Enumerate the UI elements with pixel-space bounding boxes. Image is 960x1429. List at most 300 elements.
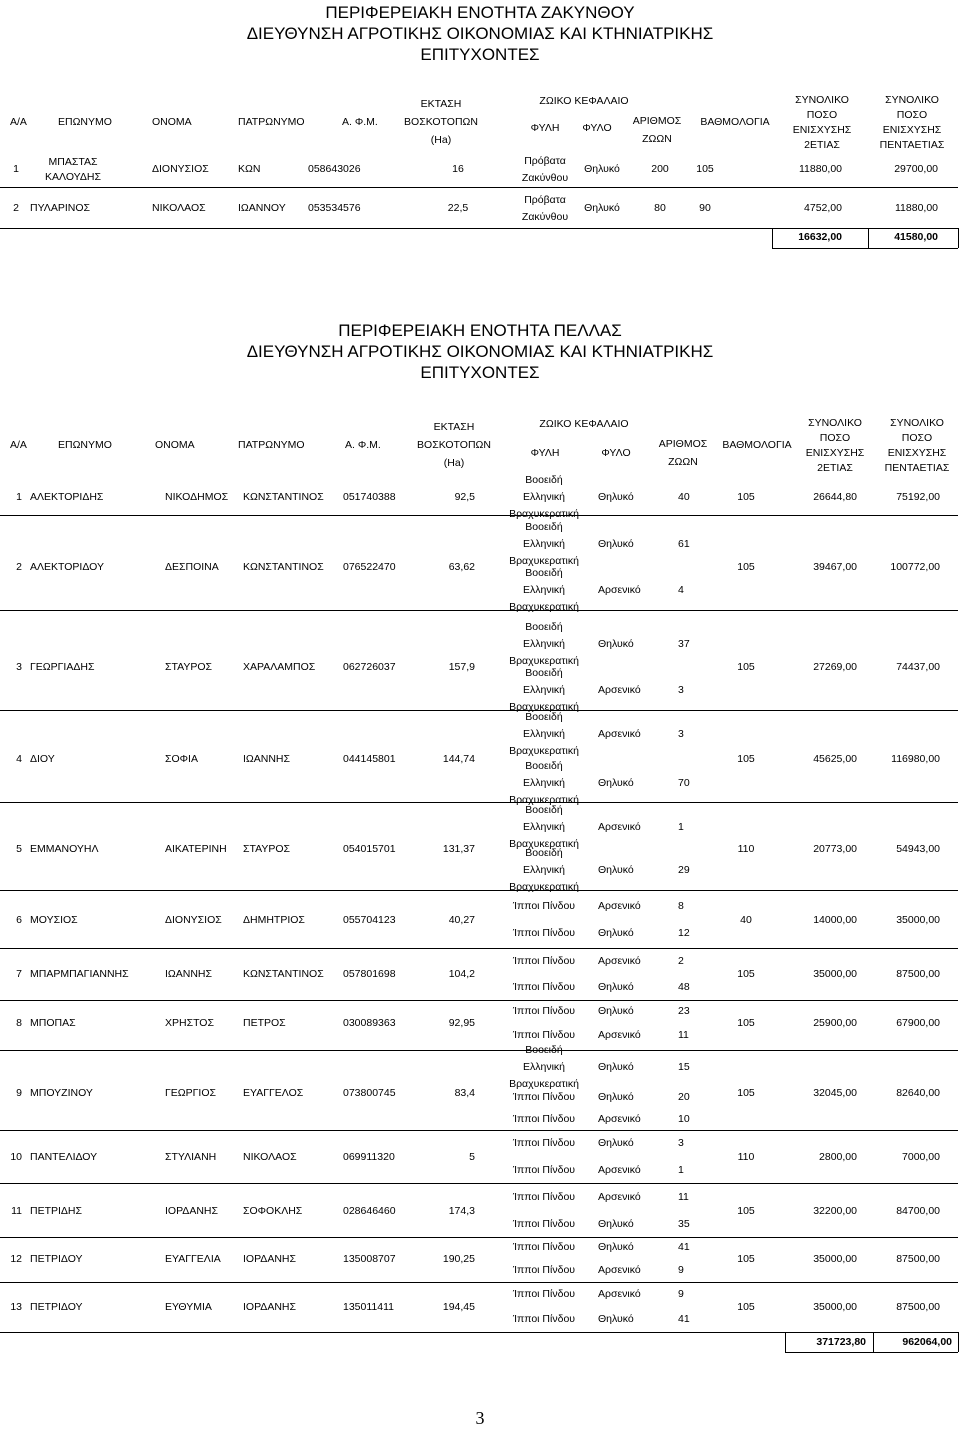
table-cell-surname: ΔΙΟΥ: [30, 752, 55, 765]
table-cell-surname: ΜΟΥΣΙΟΣ: [30, 913, 78, 926]
table-cell-breed: Βοοειδή: [525, 667, 563, 679]
table-rule: [0, 187, 958, 188]
table-cell-afm: 028646460: [343, 1204, 396, 1217]
col-header-afm: Α. Φ.Μ.: [342, 116, 378, 128]
table-cell-breed: Βραχυκερατική: [509, 1078, 579, 1090]
table-cell-surname: ΠΕΤΡΙΔΟΥ: [30, 1300, 83, 1313]
table-cell-name: ΣΟΦΙΑ: [165, 752, 198, 765]
table-cell-surname: ΜΠΑΡΜΠΑΓΙΑΝΝΗΣ: [30, 968, 129, 980]
table-cell-name: ΑΙΚΑΤΕΡΙΝΗ: [165, 842, 227, 855]
section1-title-line: ΠΕΡΙΦΕΡΕΙΑΚΗ ΕΝΟΤΗΤΑ ΖΑΚΥΝΘΟΥ: [325, 3, 635, 22]
table-cell-surname: ΓΕΩΡΓΙΑΔΗΣ: [30, 661, 95, 673]
table-cell-total2: 35000,00: [813, 968, 857, 980]
col-header-capital: ΖΩΙΚΟ ΚΕΦΑΛΑΙΟ: [539, 95, 629, 107]
table-cell-count: 9: [678, 1264, 684, 1276]
table-cell-score: 105: [737, 752, 755, 765]
grand-total-5yr: 41580,00: [894, 231, 938, 243]
table-cell-area: 131,37: [442, 842, 475, 855]
table-cell-total2: 20773,00: [813, 842, 857, 855]
table-cell-breed: Βοοειδή: [525, 804, 563, 816]
col-header-total5: ΣΥΝΟΛΙΚΟ: [890, 416, 944, 429]
table-cell-afm: 076522470: [343, 561, 396, 573]
table-cell-total2: 32045,00: [813, 1087, 857, 1099]
table-cell-father: ΚΩΝ: [238, 163, 261, 175]
table-cell-total5: 74437,00: [896, 661, 940, 673]
col-header-count: ΖΩΩΝ: [642, 133, 672, 145]
table-cell-sex: Θηλυκό: [598, 1137, 634, 1149]
col-header-total2: ΣΥΝΟΛΙΚΟ: [795, 93, 849, 106]
table-rule: [772, 228, 773, 248]
table-cell-breed: Ίπποι Πίνδου: [512, 1005, 576, 1017]
table-cell-name: ΣΤΑΥΡΟΣ: [165, 661, 213, 673]
table-cell-sex: Θηλυκό: [598, 864, 634, 876]
table-cell-sex: Θηλυκό: [598, 981, 634, 993]
table-cell-count: 80: [654, 202, 666, 214]
table-cell-sex: Θηλυκό: [598, 927, 634, 939]
table-rule: [0, 710, 958, 711]
table-cell-sex: Αρσενικό: [598, 1191, 641, 1203]
table-cell-sex: Θηλυκό: [598, 538, 634, 550]
table-cell-total2: 39467,00: [813, 561, 857, 573]
table-cell-count: 8: [678, 900, 684, 912]
table-cell-breed: Βοοειδή: [525, 711, 563, 723]
table-cell-afm: 055704123: [343, 913, 396, 926]
table-cell-area: 194,45: [442, 1300, 475, 1313]
table-cell-father: ΝΙΚΟΛΑΟΣ: [243, 1150, 297, 1163]
table-cell-total2: 35000,00: [813, 1300, 857, 1313]
table-cell-aa: 1: [13, 163, 19, 175]
table-cell-surname: ΜΠΑΣΤΑΣ: [48, 155, 98, 168]
table-cell-breed: Ίπποι Πίνδου: [512, 1264, 576, 1276]
table-rule: [772, 248, 958, 249]
table-cell-aa: 2: [13, 202, 19, 214]
table-rule: [0, 1237, 958, 1238]
table-cell-sex: Θηλυκό: [598, 1005, 634, 1017]
table-cell-surname: ΕΜΜΑΝΟΥΗΛ: [30, 842, 99, 855]
table-cell-breed: Ελληνική: [522, 491, 566, 503]
table-cell-total5: 35000,00: [896, 913, 940, 926]
table-rule: [0, 890, 958, 891]
table-cell-breed: Ελληνική: [522, 864, 566, 876]
table-cell-breed: Βοοειδή: [525, 847, 563, 859]
table-cell-count: 70: [678, 777, 690, 789]
table-cell-breed: Βραχυκερατική: [509, 701, 579, 713]
table-cell-father: ΕΥΑΓΓΕΛΟΣ: [243, 1087, 304, 1099]
table-cell-father: ΚΩΝΣΤΑΝΤΙΝΟΣ: [243, 561, 324, 573]
table-cell-total2: 2800,00: [819, 1150, 857, 1163]
table-cell-count: 1: [678, 821, 684, 833]
table-cell-count: 40: [678, 491, 690, 503]
table-cell-count: 3: [678, 728, 684, 740]
table-cell-breed: Ίπποι Πίνδου: [512, 1191, 576, 1203]
table-cell-name: ΙΩΑΝΝΗΣ: [165, 968, 213, 980]
col-header-surname: ΕΠΩΝΥΜΟ: [58, 116, 112, 128]
table-cell-sex: Αρσενικό: [598, 1029, 641, 1041]
table-cell-breed: Ελληνική: [522, 684, 566, 696]
table-cell-afm: 044145801: [343, 752, 396, 765]
table-rule: [873, 1332, 874, 1352]
table-cell-area: 92,5: [454, 491, 475, 503]
table-cell-breed: Βοοειδή: [525, 474, 563, 486]
col-header-sex: ΦΥΛΟ: [582, 122, 612, 134]
table-cell-breed: Ελληνική: [522, 1061, 566, 1073]
table-cell-sex: Θηλυκό: [584, 163, 620, 175]
col-header-total5: ΠΕΝΤΑΕΤΙΑΣ: [884, 461, 950, 474]
table-cell-area: 157,9: [448, 661, 475, 673]
table-cell-aa: 13: [10, 1300, 22, 1313]
table-cell-afm: 053534576: [308, 202, 361, 214]
table-cell-father: ΣΟΦΟΚΛΗΣ: [243, 1204, 303, 1217]
table-cell-sex: Θηλυκό: [598, 491, 634, 503]
table-cell-sex: Θηλυκό: [598, 777, 634, 789]
table-cell-total2: 25900,00: [813, 1017, 857, 1029]
table-cell-score: 105: [737, 561, 755, 573]
table-rule: [0, 610, 958, 611]
table-cell-count: 11: [678, 1191, 689, 1203]
table-cell-breed: Ζακύνθου: [521, 171, 569, 184]
table-cell-total5: 100772,00: [890, 561, 940, 573]
table-cell-breed: Βραχυκερατική: [509, 881, 579, 893]
table-cell-name: ΔΙΟΝΥΣΙΟΣ: [165, 913, 222, 926]
table-cell-surname: ΜΠΟΠΑΣ: [30, 1017, 76, 1029]
col-header-area: ΕΚΤΑΣΗ: [433, 421, 475, 433]
table-cell-total5: 54943,00: [896, 842, 940, 855]
table-cell-breed: Ίπποι Πίνδου: [512, 1218, 576, 1230]
table-cell-father: ΧΑΡΑΛΑΜΠΟΣ: [243, 661, 316, 673]
table-cell-breed: Ίπποι Πίνδου: [512, 1091, 576, 1103]
section1-title-line: ΕΠΙΤΥΧΟΝΤΕΣ: [420, 45, 540, 64]
table-cell-score: 110: [737, 842, 755, 855]
table-cell-aa: 2: [16, 561, 22, 573]
table-cell-total2: 14000,00: [813, 913, 857, 926]
table-cell-aa: 11: [11, 1204, 22, 1217]
table-cell-score: 105: [696, 163, 714, 175]
table-rule: [785, 1352, 958, 1353]
table-cell-breed: Ίπποι Πίνδου: [512, 1288, 576, 1300]
table-cell-breed: Ίπποι Πίνδου: [512, 1164, 576, 1176]
table-rule: [0, 802, 958, 803]
table-cell-breed: Βοοειδή: [525, 521, 563, 533]
table-cell-area: 190,25: [442, 1252, 475, 1265]
table-cell-count: 12: [678, 927, 690, 939]
table-cell-total5: 11880,00: [894, 202, 938, 214]
table-cell-afm: 057801698: [343, 968, 396, 980]
table-cell-afm: 135011411: [343, 1300, 394, 1313]
col-header-score: ΒΑΘΜΟΛΟΓΙΑ: [722, 439, 792, 451]
table-rule: [0, 1050, 958, 1051]
table-cell-afm: 058643026: [308, 163, 361, 175]
table-cell-name: ΝΙΚΟΔΗΜΟΣ: [165, 491, 229, 503]
table-cell-sex: Αρσενικό: [598, 1113, 641, 1125]
col-header-total5: ΣΥΝΟΛΙΚΟ: [885, 93, 939, 106]
table-cell-sex: Θηλυκό: [598, 1061, 634, 1073]
table-cell-breed: Ίπποι Πίνδου: [512, 1241, 576, 1253]
col-header-count: ΑΡΙΘΜΟΣ: [658, 438, 708, 450]
table-rule: [0, 228, 958, 229]
col-header-area: (Ha): [430, 134, 452, 146]
table-cell-surname: ΠΥΛΑΡΙΝΟΣ: [30, 202, 90, 214]
table-cell-surname: ΜΠΟΥΖΙΝΟΥ: [30, 1087, 93, 1099]
table-cell-breed: Βοοειδή: [525, 567, 563, 579]
table-cell-area: 144,74: [442, 752, 475, 765]
grand-total-2yr: 16632,00: [798, 231, 842, 243]
table-cell-breed: Βραχυκερατική: [509, 601, 579, 613]
table-cell-surname: ΠΑΝΤΕΛΙΔΟΥ: [30, 1150, 98, 1163]
table-cell-total2: 32200,00: [813, 1204, 857, 1217]
col-header-total5: ΕΝΙΣΧΥΣΗΣ: [882, 123, 942, 136]
table-cell-aa: 7: [16, 968, 22, 980]
table-cell-breed: Βοοειδή: [525, 760, 563, 772]
table-cell-afm: 135008707: [343, 1252, 396, 1265]
table-cell-area: 22,5: [447, 202, 469, 214]
table-cell-score: 105: [737, 1252, 755, 1265]
col-header-score: ΒΑΘΜΟΛΟΓΙΑ: [700, 116, 770, 128]
table-cell-aa: 6: [16, 913, 22, 926]
table-cell-name: ΝΙΚΟΛΑΟΣ: [152, 202, 206, 214]
table-cell-father: ΙΩΑΝΝΟΥ: [238, 202, 286, 214]
col-header-total2: ΕΝΙΣΧΥΣΗΣ: [805, 446, 865, 459]
table-cell-total2: 35000,00: [813, 1252, 857, 1265]
table-cell-breed: Ίπποι Πίνδου: [512, 1113, 576, 1125]
table-cell-score: 105: [737, 491, 755, 503]
table-cell-count: 11: [678, 1029, 689, 1041]
table-cell-total5: 67900,00: [896, 1017, 940, 1029]
table-rule: [958, 228, 959, 248]
table-cell-count: 20: [678, 1091, 690, 1103]
col-header-total2: ΠΟΣΟ: [819, 431, 851, 444]
table-rule: [0, 1183, 958, 1184]
table-cell-area: 5: [469, 1150, 475, 1163]
table-cell-sex: Αρσενικό: [598, 684, 641, 696]
col-header-breed: ΦΥΛΗ: [530, 122, 560, 134]
table-cell-father: ΙΟΡΔΑΝΗΣ: [243, 1300, 296, 1313]
col-header-count: ΖΩΩΝ: [668, 456, 698, 468]
table-cell-breed: Ελληνική: [522, 728, 566, 740]
table-cell-surname: ΚΑΛΟΥΔΗΣ: [45, 170, 101, 183]
col-header-total2: ΣΥΝΟΛΙΚΟ: [808, 416, 862, 429]
table-cell-afm: 051740388: [343, 491, 396, 503]
table-cell-score: 90: [699, 202, 711, 214]
table-cell-area: 83,4: [454, 1087, 475, 1099]
table-cell-father: ΚΩΝΣΤΑΝΤΙΝΟΣ: [243, 968, 324, 980]
table-cell-name: ΕΥΑΓΓΕΛΙΑ: [165, 1252, 221, 1265]
col-header-area: ΒΟΣΚΟΤΟΠΩΝ: [404, 116, 478, 128]
table-cell-count: 29: [678, 864, 690, 876]
table-cell-sex: Αρσενικό: [598, 821, 641, 833]
table-cell-name: ΔΙΟΝΥΣΙΟΣ: [152, 163, 209, 175]
table-cell-sex: Αρσενικό: [598, 728, 641, 740]
table-cell-father: ΚΩΝΣΤΑΝΤΙΝΟΣ: [243, 491, 324, 503]
table-cell-afm: 030089363: [343, 1017, 396, 1029]
col-header-total5: ΠΕΝΤΑΕΤΙΑΣ: [879, 138, 945, 151]
table-cell-count: 3: [678, 1137, 684, 1149]
table-cell-breed: Ίπποι Πίνδου: [512, 927, 576, 939]
col-header-surname: ΕΠΩΝΥΜΟ: [58, 439, 112, 451]
table-cell-breed: Ελληνική: [522, 584, 566, 596]
table-cell-count: 37: [678, 638, 690, 650]
col-header-total5: ΕΝΙΣΧΥΣΗΣ: [887, 446, 947, 459]
table-cell-total5: 87500,00: [896, 1300, 940, 1313]
table-cell-name: ΔΕΣΠΟΙΝΑ: [165, 561, 219, 573]
col-header-father: ΠΑΤΡΩΝΥΜΟ: [238, 439, 305, 451]
col-header-breed: ΦΥΛΗ: [530, 447, 560, 459]
table-cell-total5: 87500,00: [896, 1252, 940, 1265]
table-cell-area: 92,95: [448, 1017, 475, 1029]
table-cell-count: 3: [678, 684, 684, 696]
table-cell-sex: Αρσενικό: [598, 1288, 641, 1300]
table-cell-count: 15: [678, 1061, 690, 1073]
table-rule: [0, 948, 958, 949]
table-cell-sex: Αρσενικό: [598, 584, 641, 596]
col-header-total2: ΠΟΣΟ: [806, 108, 838, 121]
table-cell-total5: 87500,00: [896, 968, 940, 980]
table-cell-father: ΠΕΤΡΟΣ: [243, 1017, 286, 1029]
table-cell-breed: Ζακύνθου: [521, 210, 569, 223]
table-cell-total2: 11880,00: [798, 163, 842, 175]
table-cell-aa: 8: [16, 1017, 22, 1029]
table-cell-total5: 29700,00: [894, 163, 938, 175]
table-cell-area: 174,3: [448, 1204, 475, 1217]
table-cell-count: 4: [678, 584, 684, 596]
col-header-sex: ΦΥΛΟ: [601, 447, 631, 459]
table-cell-sex: Θηλυκό: [584, 202, 620, 214]
table-cell-name: ΓΕΩΡΓΙΟΣ: [165, 1087, 216, 1099]
table-cell-count: 23: [678, 1005, 690, 1017]
table-rule: [0, 1332, 958, 1333]
table-cell-breed: Βραχυκερατική: [509, 745, 579, 757]
table-cell-breed: Πρόβατα: [524, 154, 566, 167]
table-cell-breed: Ελληνική: [522, 538, 566, 550]
table-cell-name: ΧΡΗΣΤΟΣ: [165, 1017, 214, 1029]
table-cell-area: 63,62: [448, 561, 475, 573]
table-cell-breed: Βοοειδή: [525, 1044, 563, 1056]
table-cell-breed: Ελληνική: [522, 777, 566, 789]
table-cell-count: 61: [678, 538, 690, 550]
table-cell-count: 1: [678, 1164, 684, 1176]
table-cell-father: ΔΗΜΗΤΡΙΟΣ: [243, 913, 305, 926]
table-cell-name: ΕΥΘΥΜΙΑ: [165, 1300, 212, 1313]
table-cell-sex: Θηλυκό: [598, 1091, 634, 1103]
table-cell-breed: Βραχυκερατική: [509, 655, 579, 667]
table-cell-aa: 1: [16, 491, 22, 503]
grand-total-2yr: 371723,80: [816, 1336, 866, 1348]
col-header-area: (Ha): [443, 457, 465, 469]
table-cell-sex: Αρσενικό: [598, 955, 641, 967]
table-cell-aa: 5: [16, 842, 22, 855]
table-cell-count: 41: [678, 1241, 690, 1253]
table-cell-breed: Ίπποι Πίνδου: [512, 1313, 576, 1325]
table-cell-aa: 10: [10, 1150, 22, 1163]
table-cell-surname: ΑΛΕΚΤΟΡΙΔΟΥ: [30, 561, 104, 573]
grand-total-5yr: 962064,00: [902, 1336, 952, 1348]
table-cell-sex: Αρσενικό: [598, 1264, 641, 1276]
table-cell-name: ΣΤΥΛΙΑΝΗ: [165, 1150, 217, 1163]
table-rule: [958, 1332, 959, 1352]
col-header-area: ΕΚΤΑΣΗ: [420, 98, 462, 110]
table-cell-surname: ΠΕΤΡΙΔΗΣ: [30, 1204, 83, 1217]
col-header-aa: Α/Α: [10, 439, 27, 451]
col-header-capital: ΖΩΙΚΟ ΚΕΦΑΛΑΙΟ: [539, 418, 629, 430]
col-header-total2: ΕΝΙΣΧΥΣΗΣ: [792, 123, 852, 136]
table-cell-count: 41: [678, 1313, 690, 1325]
col-header-total2: 2ΕΤΙΑΣ: [804, 138, 840, 151]
table-cell-afm: 054015701: [343, 842, 396, 855]
table-cell-breed: Ελληνική: [522, 821, 566, 833]
table-cell-total5: 116980,00: [891, 752, 940, 765]
table-cell-afm: 069911320: [343, 1150, 395, 1163]
table-cell-aa: 4: [16, 752, 22, 765]
section2-title: [0, 320, 960, 383]
table-rule: [0, 1282, 958, 1283]
table-cell-count: 35: [678, 1218, 690, 1230]
table-rule: [785, 1332, 786, 1352]
table-cell-father: ΣΤΑΥΡΟΣ: [243, 842, 291, 855]
section1-title-line: ΔΙΕΥΘΥΝΣΗ ΑΓΡΟΤΙΚΗΣ ΟΙΚΟΝΟΜΙΑΣ ΚΑΙ ΚΤΗΝΙΑΤΡΙΚΗΣ: [246, 24, 714, 43]
col-header-name: ΟΝΟΜΑ: [152, 116, 192, 128]
table-cell-total2: 4752,00: [804, 202, 842, 214]
table-cell-score: 105: [737, 1087, 755, 1099]
section2-title-line: ΠΕΡΙΦΕΡΕΙΑΚΗ ΕΝΟΤΗΤΑ ΠΕΛΛΑΣ: [338, 321, 622, 340]
table-cell-breed: Ίπποι Πίνδου: [512, 981, 576, 993]
table-cell-surname: ΑΛΕΚΤΟΡΙΔΗΣ: [30, 491, 104, 503]
table-cell-sex: Θηλυκό: [598, 1313, 634, 1325]
table-cell-aa: 9: [16, 1087, 22, 1099]
table-cell-breed: Ίπποι Πίνδου: [512, 1029, 576, 1041]
table-cell-afm: 073800745: [343, 1087, 396, 1099]
table-cell-breed: Πρόβατα: [524, 193, 566, 206]
section2-title-line: ΔΙΕΥΘΥΝΣΗ ΑΓΡΟΤΙΚΗΣ ΟΙΚΟΝΟΜΙΑΣ ΚΑΙ ΚΤΗΝΙΑΤΡΙΚΗΣ: [246, 342, 714, 361]
table-cell-surname: ΠΕΤΡΙΔΟΥ: [30, 1252, 83, 1265]
table-cell-score: 105: [737, 968, 755, 980]
table-cell-sex: Θηλυκό: [598, 1218, 634, 1230]
table-cell-aa: 3: [16, 661, 22, 673]
table-cell-score: 105: [737, 1017, 755, 1029]
table-cell-count: 2: [678, 955, 684, 967]
table-rule: [0, 1130, 958, 1131]
table-cell-total5: 7000,00: [902, 1150, 940, 1163]
table-cell-breed: Ελληνική: [522, 638, 566, 650]
col-header-father: ΠΑΤΡΩΝΥΜΟ: [238, 116, 305, 128]
table-cell-father: ΙΩΑΝΝΗΣ: [243, 752, 291, 765]
table-cell-total5: 82640,00: [896, 1087, 940, 1099]
section2-title-line: ΕΠΙΤΥΧΟΝΤΕΣ: [420, 363, 540, 382]
table-cell-count: 10: [678, 1113, 690, 1125]
col-header-afm: Α. Φ.Μ.: [345, 439, 381, 451]
table-cell-breed: Βραχυκερατική: [509, 555, 579, 567]
table-cell-breed: Ίπποι Πίνδου: [512, 955, 576, 967]
table-cell-total2: 26644,80: [813, 491, 857, 503]
table-cell-area: 104,2: [448, 968, 475, 980]
table-cell-total2: 45625,00: [813, 752, 857, 765]
table-cell-count: 9: [678, 1288, 684, 1300]
col-header-total2: 2ΕΤΙΑΣ: [817, 461, 853, 474]
table-cell-score: 110: [737, 1150, 755, 1163]
table-cell-score: 105: [737, 661, 755, 673]
table-rule: [0, 1000, 958, 1001]
table-cell-score: 40: [740, 913, 752, 926]
table-cell-score: 105: [737, 1300, 755, 1313]
table-cell-total2: 27269,00: [813, 661, 857, 673]
table-cell-total5: 84700,00: [896, 1204, 940, 1217]
table-cell-name: ΙΟΡΔΑΝΗΣ: [165, 1204, 218, 1217]
table-cell-breed: Βραχυκερατική: [509, 508, 579, 520]
table-cell-area: 40,27: [448, 913, 475, 926]
table-cell-aa: 12: [10, 1252, 22, 1265]
table-rule: [868, 228, 869, 248]
table-cell-sex: Αρσενικό: [598, 900, 641, 912]
table-cell-sex: Αρσενικό: [598, 1164, 641, 1176]
table-cell-breed: Ίπποι Πίνδου: [512, 1137, 576, 1149]
